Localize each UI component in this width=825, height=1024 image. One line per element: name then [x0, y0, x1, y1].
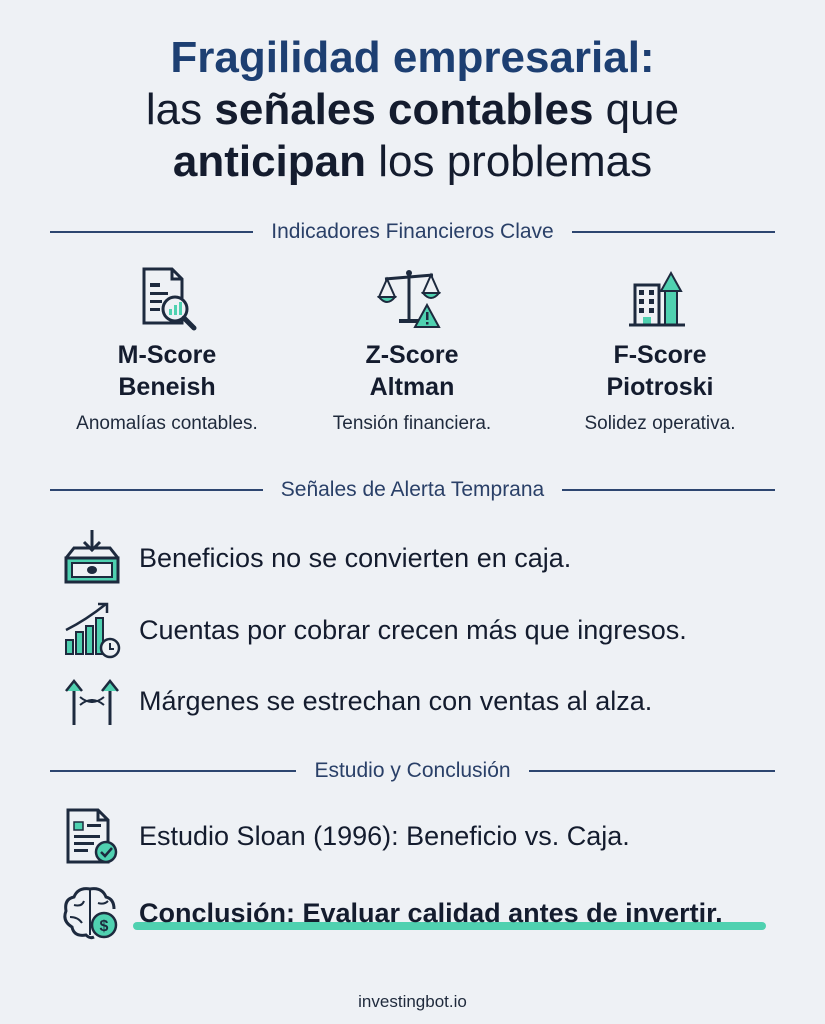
- study-item: Estudio Sloan (1996): Beneficio vs. Caja.: [60, 806, 630, 866]
- brain-dollar-icon: [60, 883, 124, 943]
- svg-text:$: $: [99, 918, 109, 935]
- page-title: [0, 32, 825, 188]
- report-check-icon: [60, 806, 124, 866]
- indicators-grid: [0, 265, 825, 445]
- section-header-alerts: Señales de Alerta Temprana: [50, 475, 775, 505]
- alert-item: Márgenes se estrechan con ventas al alza.: [60, 671, 652, 731]
- section-header-study: Estudio y Conclusión: [50, 756, 775, 786]
- cash-tray-icon: [60, 528, 124, 588]
- indicator-z-score: Z-Score Altman Tensión financiera.: [282, 265, 542, 435]
- indicator-f-score: F-Score Piotroski Solidez operativa.: [530, 265, 790, 435]
- alert-item: Cuentas por cobrar crecen más que ingresos.: [60, 600, 687, 660]
- building-growth-icon: [625, 265, 695, 331]
- converging-arrows-icon: [60, 671, 124, 731]
- document-magnifier-icon: [132, 265, 202, 331]
- title-line-1: Fragilidad empresarial:: [170, 33, 655, 82]
- alert-item: Beneficios no se convierten en caja.: [60, 528, 571, 588]
- bar-chart-clock-icon: [60, 600, 124, 660]
- title-line-2: las señales contables que: [145, 85, 680, 134]
- title-line-3: anticipan los problemas: [172, 137, 653, 186]
- section-header-indicators: Indicadores Financieros Clave: [50, 217, 775, 247]
- conclusion-item: $ Conclusión: Evaluar calidad antes de invertir.: [60, 883, 723, 943]
- scale-warning-icon: [377, 265, 447, 331]
- indicator-m-score: M-Score Beneish Anomalías contables.: [37, 265, 297, 435]
- footer-brand: investingbot.io: [358, 992, 467, 1011]
